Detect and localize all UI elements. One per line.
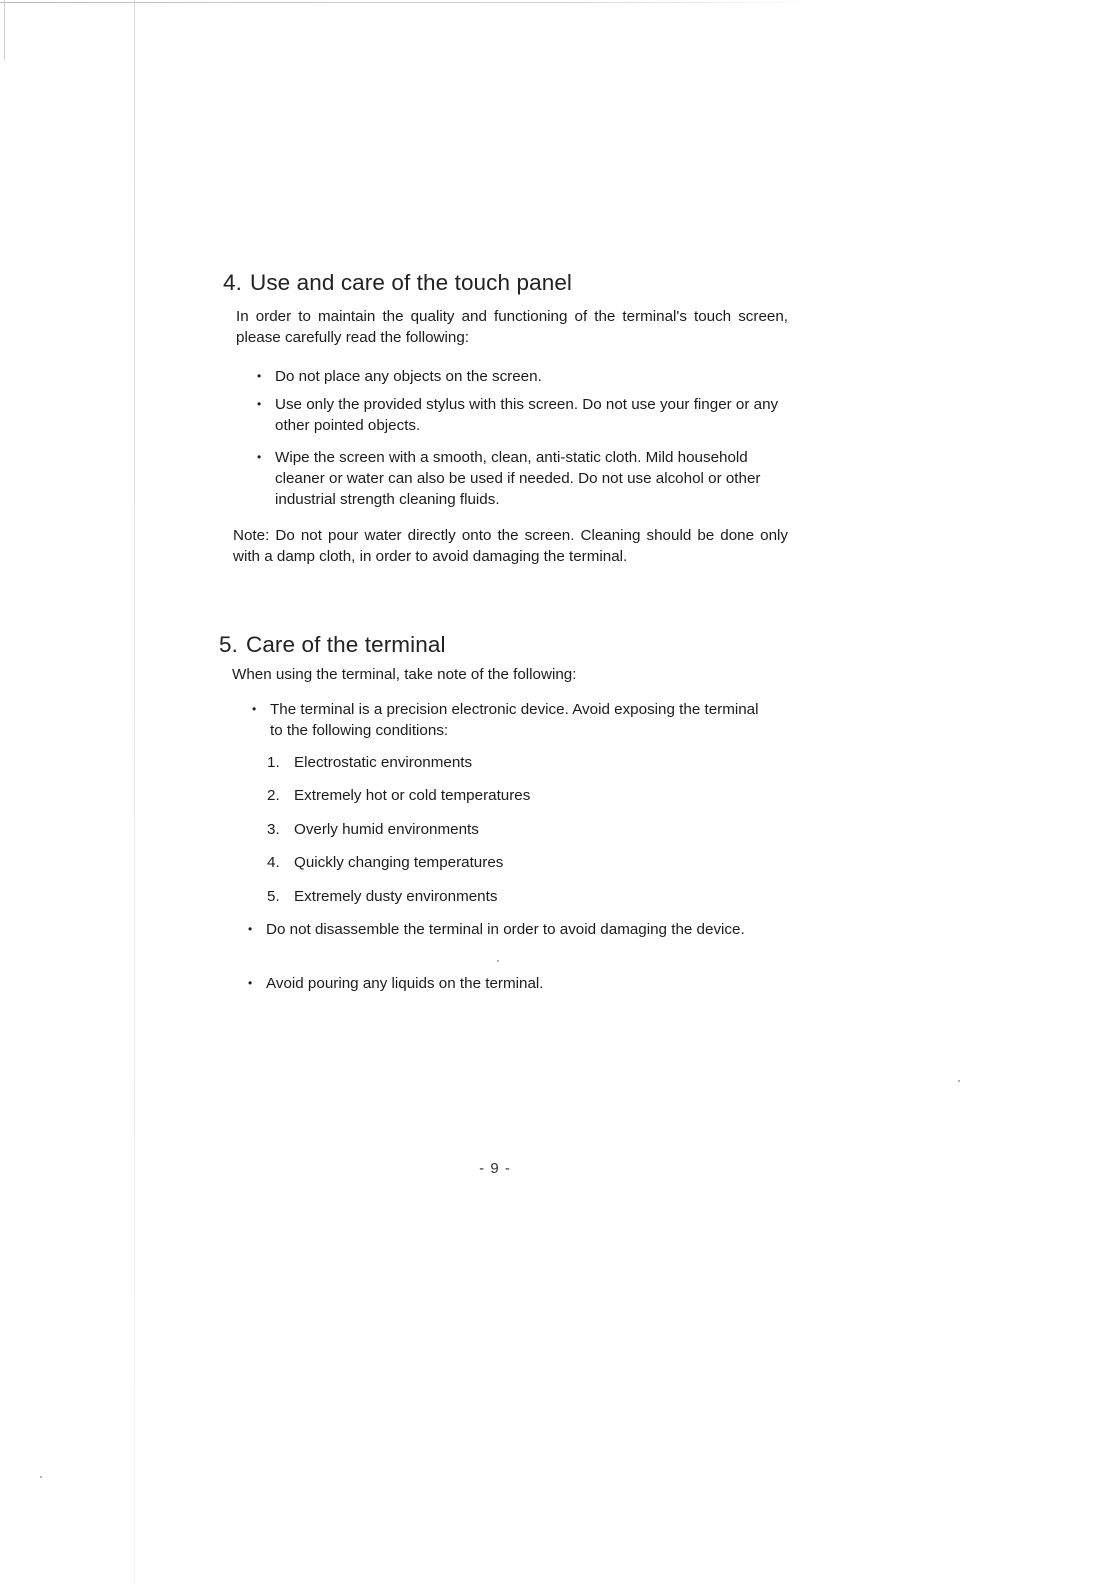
scan-speck [40,1476,42,1478]
bullet-icon: • [252,702,257,716]
condition-number: 4. [267,854,280,871]
scan-edge-left [134,0,135,1584]
condition-text: Electrostatic environments [294,754,473,771]
section-5-bullet-text: The terminal is a precision electronic device. Avoid exposing the terminal to the following conditions: [270,701,759,739]
section-5-intro: When using the terminal, take note of the following: [232,666,577,683]
page-number: - 9 - [479,1160,511,1177]
section-5-bullet [248,973,784,994]
condition-number: 5. [267,888,280,905]
bullet-icon: • [257,450,262,464]
section-4-bullet-text: Do not place any objects on the screen. [275,368,542,385]
bullet-icon: • [257,369,262,383]
condition-item [267,886,497,907]
scan-speck [497,960,499,962]
condition-item [267,752,472,773]
bullet-icon: • [248,976,253,990]
bullet-icon: • [257,397,262,411]
section-5-bullet [252,699,770,741]
section-5-bullet-text: Avoid pouring any liquids on the terminal. [266,975,544,992]
section-5-title: Care of the terminal [245,632,446,657]
condition-text: Extremely dusty environments [294,888,498,905]
section-5-bullet [248,919,784,940]
condition-number: 3. [267,821,280,838]
section-4-bullet [257,447,790,510]
condition-text: Quickly changing temperatures [294,854,504,871]
section-4-bullet [257,394,790,436]
scan-edge-corner [4,0,5,60]
section-5-bullet-text: Do not disassemble the terminal in order to avoid damaging the device. [266,921,745,938]
section-4-bullet-text: Use only the provided stylus with this screen. Do not use your finger or any other pointed objects. [275,396,779,434]
section-4-bullet-text: Wipe the screen with a smooth, clean, anti-static cloth. Mild household cleaner or water can also be used if needed. Do not use alcohol or other industrial strength cleaning fluids. [275,449,761,508]
bullet-icon: • [248,922,253,936]
section-5-heading [219,632,446,658]
condition-text: Overly humid environments [294,821,479,838]
section-4-number: 4. [223,270,242,295]
condition-item [267,852,503,873]
section-4-heading [223,270,572,296]
scan-speck [958,1080,960,1082]
section-4-title: Use and care of the touch panel [249,270,573,295]
condition-number: 1. [267,754,280,771]
condition-item [267,785,530,806]
section-5-number: 5. [219,632,238,657]
condition-number: 2. [267,787,280,804]
condition-text: Extremely hot or cold temperatures [294,787,531,804]
condition-item [267,819,479,840]
section-4-intro: In order to maintain the quality and functioning of the terminal's touch screen, please carefully read the following: [236,308,788,346]
section-4-note: Note: Do not pour water directly onto the screen. Cleaning should be done only with a damp cloth, in order to avoid damaging the terminal. [233,527,788,565]
scan-edge-top [0,2,820,3]
section-4-bullet [257,366,790,387]
